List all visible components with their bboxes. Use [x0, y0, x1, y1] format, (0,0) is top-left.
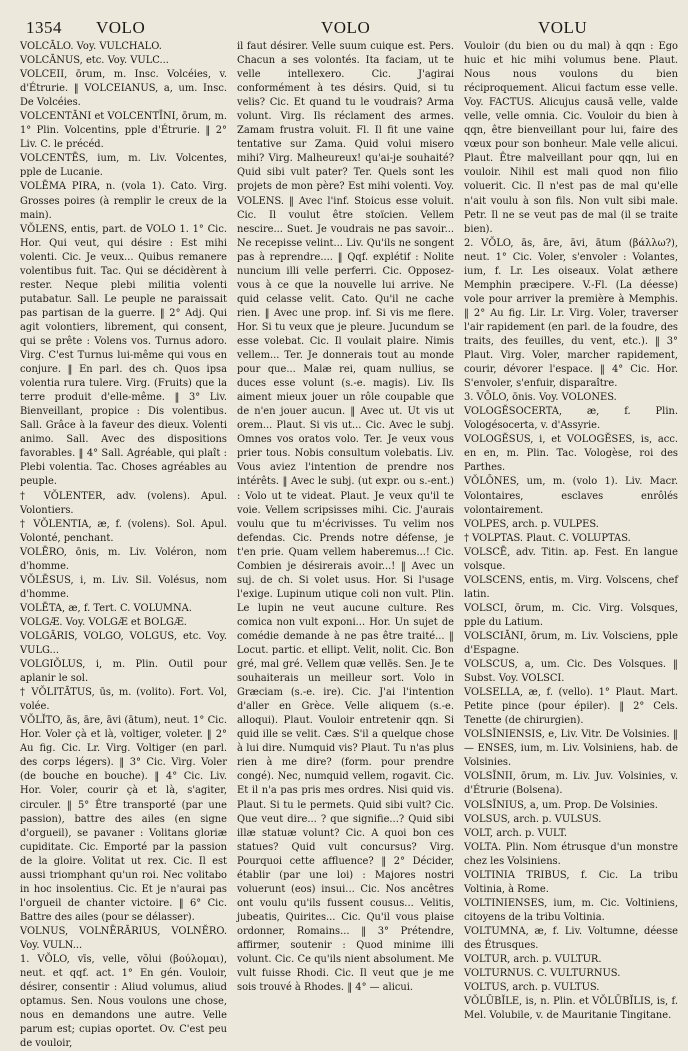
dictionary-entry: VOLTA. Plin. Nom étrusque d'un monstre chez les Volsiniens. [464, 841, 678, 867]
dictionary-entry: † VŎLITĀTUS, ūs, m. (volito). Fort. Vol, volée. [20, 687, 227, 713]
dictionary-entry: VŎLŪBĬLE, is, n. Plin. et VŎLŪBĬLIS, is, f. Mel. Volubile, v. de Mauritanie Tingitane. [464, 996, 678, 1022]
column-left [20, 40, 227, 1051]
left-guide-word: VOLO [96, 18, 146, 37]
dictionary-entry: VOLĒRO, ōnis, m. Liv. Voléron, nom d'homme. [20, 546, 227, 572]
dictionary-entry: VOLT, arch. p. VULT. [464, 827, 568, 839]
column-middle [237, 40, 454, 1051]
dictionary-entry: VOLTUMNA, æ, f. Liv. Voltumne, déesse des Étrusques. [464, 925, 678, 951]
dictionary-entry: VOLSCENS, entis, m. Virg. Volscens, chef latin. [464, 574, 678, 600]
dictionary-entry: VOLTUS, arch. p. VULTUS. [464, 982, 600, 994]
dictionary-entry: VŎLĒSUS, i, m. Liv. Sil. Volésus, nom d'homme. [20, 574, 227, 600]
dictionary-entry: VOLSCUS, a, um. Cic. Des Volsques. ‖ Subst. Voy. VOLSCI. [464, 659, 678, 685]
dictionary-entry: VOLSCIĀNI, ōrum, m. Liv. Volsciens, pple d'Espagne. [464, 630, 678, 657]
dictionary-entry: VOLCEII, ōrum, m. Insc. Volcéies, v. d'Étrurie. ‖ VOLCEIANUS, a, um. Insc. De Volcéies. [20, 69, 227, 109]
dictionary-entry: il faut désirer. Velle suum cuique est. Pers. Chacun a ses volontés. Ita faciam, ut te velle intellexero. Cic. J'agirai conformément à tes désirs. Quid, si tu velis? Cic. Et quand tu le voudrais? Arma volunt. Virg. Ils réclament des armes. Zamam frustra voluit. Fl. Il fit une vaine tentative sur Zama. Quid volui misero mihi? Virg. Malheureux! qu'ai-je souhaité? Quid sibi vult pater? Ter. Quels sont les projets de mon père? Est mihi volenti. Voy. VOLENS. ‖ Avec l'inf. Stoicus esse voluit. Cic. Il voulut être stoïcien. Vellem nescire... Suet. Je voudrais ne pas savoir... Ne recepisse velint... Liv. Qu'ils ne songent pas à reprendre.... ‖ Qqf. explétif : Nolite nuncium illi velle perferri. Cic. Opposez-vous à ce que la nouvelle lui arrive. Ne quid celasse velit. Cato. Qu'il ne cache rien. ‖ Avec une prop. inf. Si vis me flere. Hor. Si tu veux que je pleure. Jucundum se esse volebat. Cic. Il voulait plaire. Nimis vellem... Ter. Je donnerais tout au monde pour que... Malæ rei, quam nullius, se duces esse volunt (s.-e. magis). Liv. Ils aiment mieux jouer un rôle coupable que de n'en jouer aucun. ‖ Avec ut. Ut vis ut orem... Plaut. Si vis ut... Cic. Avec le subj. Omnes vos oratos volo. Ter. Je veux vous prier tous. Nobis consultum volebatis. Liv. Vous aviez l'intention de prendre nos intérêts. ‖ Avec le subj. (ut expr. ou s.-ent.) : Volo ut te videat. Plaut. Je veux qu'il te voie. Vellem scripsisses mihi. Cic. J'aurais voulu que tu m'écrivisses. Tu velim nos defendas. Cic. Prends notre défense, je t'en prie. Quam vellem haberemus...! Cic. Combien je désirerais avoir...! ‖ Avec un suj. de ch. Si volet usus. Hor. Si l'usage l'exige. Lupinum utique coli non vult. Plin. Le lupin ne veut aucune culture. Res comica non vult exponi... Hor. Un sujet de comédie demande à ne pas être traité... ‖ Locut. partic. et ellipt. Velit, nolit. Cic. Bon gré, mal gré. Vellem quæ vellēs. Sen. Je te souhaiterais un meilleur sort. Volo in Græciam (s.-e. ire). Cic. J'ai l'intention d'aller en Grèce. Velle aliquem (s.-e. alloqui). Plaut. Vouloir entretenir qqn. Si quid ille se velit. Cæs. S'il a quelque chose à lui dire. Numquid vis? Plaut. Tu n'as plus rien à me dire? (form. pour prendre congé). Nec, numquid vellem, rogavit. Cic. Et il n'a pas pris mes ordres. Nisi quid vis. Plaut. Si tu le permets. Quid sibi vult? Cic. Que veut dire... ? que signifie...? Quid sibi illæ statuæ volunt? Cic. A quoi bon ces statues? Quid vult concursus? Virg. Pourquoi cette affluence? ‖ 2° Décider, établir (par une loi) : Majores nostri voluerunt (eos) insui... Cic. Nos ancêtres ont voulu qu'ils fussent cousus... Velitis, jubeatis, Quirites... Cic. Qu'il vous plaise ordonner, Romains... ‖ 3° Prétendre, affirmer, soutenir : Quod minime illi volunt. Cic. Ce qu'ils nient absolument. Me vult fuisse Rhodi. Cic. Il veut que je me sois trouvé à Rhodes. ‖ 4° — alicui. [237, 41, 454, 994]
dictionary-entry: VOLCĀNUS, etc. Voy. VULC... [20, 55, 169, 67]
dictionary-entry: VOLPES, arch. p. VULPES. [464, 518, 599, 530]
dictionary-entry: VOLĒMA PIRA, n. (vola 1). Cato. Virg. Grosses poires (à remplir le creux de la main). [20, 181, 227, 221]
dictionary-entry: VOLTINIA TRIBUS, f. Cic. La tribu Voltinia, à Rome. [464, 869, 678, 895]
dictionary-entry: Vouloir (du bien ou du mal) à qqn : Ego huic et hic mihi volumus bene. Plaut. Nous nous voulons du bien réciproquement. Alicui factum esse velle. Voy. FACTUS. Alicujus causā velle, valde velle, velle omnia. Cic. Vouloir du bien à qqn, être bienveillant pour lui, faire des vœux pour son bonheur. Male velle alicui. Plaut. Être malveillant pour qqn, lui en vouloir. Nihil est mali quod non filio voluerit. Cic. Il n'est pas de mal qu'elle n'ait voulu à son fils. Non vult sibi male. Petr. Il ne se veut pas de mal (il se traite bien). [464, 41, 678, 235]
dictionary-entry: VOLCĀLO. Voy. VULCHALO. [20, 41, 162, 52]
dictionary-entry: VOLCENTĀNI et VOLCENTĪNI, ōrum, m. 1° Plin. Volcentins, pple d'Étrurie. ‖ 2° Liv. C. le précéd. [20, 111, 227, 151]
dictionary-entry: VOLSĬNIUS, a, um. Prop. De Volsinies. [464, 799, 658, 811]
dictionary-entry: VOLSCI, ōrum, m. Cic. Virg. Volsques, pple du Latium. [464, 602, 678, 628]
dictionary-entry: † VŎLENTIA, æ, f. (volens). Sol. Apul. Volonté, penchant. [20, 518, 227, 544]
dictionary-entry: VOLGIŎLUS, i, m. Plin. Outil pour aplanir le sol. [20, 659, 227, 685]
dictionary-entry: 2. VŎLO, ās, āre, āvi, ātum (βάλλω?), neut. 1° Cic. Voler, s'envoler : Volantes, ium, f. Lr. Les oiseaux. Volat æthere Memphin præcipere. V.-Fl. (La déesse) vole pour arriver la première à Memphis. ‖ 2° Au fig. Lir. Lr. Virg. Voler, traverser l'air rapidement (en parl. de la foudre, des traits, des feuilles, du vent, etc.). ‖ 3° Plaut. Virg. Voler, marcher rapidement, courir, dévorer l'espace. ‖ 4° Cic. Hor. S'envoler, s'enfuir, disparaître. [464, 237, 678, 390]
page-number: 1354 [26, 18, 62, 37]
dictionary-entry: VOLTURNUS. C. VULTURNUS. [464, 968, 621, 980]
dictionary-entry: VOLGÆ. Voy. VOLGÆ et BOLGÆ. [20, 616, 187, 628]
dictionary-entry: VOLSCĒ, adv. Titin. ap. Fest. En langue volsque. [464, 546, 678, 572]
dictionary-entry: VOLOGĔSOCERTA, æ, f. Plin. Vologésocerta, v. d'Assyrie. [464, 406, 678, 432]
dictionary-entry: VOLTINIENSES, ium, m. Cic. Voltiniens, citoyens de la tribu Voltinia. [464, 897, 678, 923]
center-guide-word: VOLO [321, 18, 371, 37]
dictionary-entry: 3. VŌLO, ōnis. Voy. VOLONES. [464, 392, 617, 404]
running-header [20, 4, 678, 37]
dictionary-entry: VOLĒTA, æ, f. Tert. C. VOLUMNA. [20, 602, 192, 614]
dictionary-entry: VOLSĬNIENSIS, e, Liv. Vitr. De Volsinies. ‖ — ENSES, ium, m. Liv. Volsiniens, hab. de Volsinies. [464, 729, 678, 769]
dictionary-entry: VOLCENTĒS, ium, m. Liv. Volcentes, pple de Lucanie. [20, 153, 227, 179]
dictionary-entry: † VOLPTAS. Plaut. C. VOLUPTAS. [464, 532, 631, 544]
dictionary-entry: VOLTUR, arch. p. VULTUR. [464, 954, 602, 966]
text-columns [20, 40, 680, 1050]
dictionary-entry: VOLSĬNII, ōrum, m. Liv. Juv. Volsinies, v. d'Étrurie (Bolsena). [464, 771, 678, 797]
dictionary-entry: VOLNUS, VOLNĒRĀRIUS, VOLNĔRO. Voy. VULN... [20, 925, 227, 951]
dictionary-entry: VOLOGĔSUS, i, et VOLOGĔSES, is, acc. en en, m. Plin. Tac. Vologèse, roi des Parthes. [464, 434, 678, 474]
dictionary-entry: VOLSELLA, æ, f. (vello). 1° Plaut. Mart. Petite pince (pour épiler). ‖ 2° Cels. Tenette (de chirurgien). [464, 687, 678, 727]
dictionary-entry: VŎLŌNES, um, m. (volo 1). Liv. Macr. Volontaires, esclaves enrôlés volontairement. [464, 476, 678, 516]
dictionary-entry: 1. VŎLO, vīs, velle, vŏlui (βούλομαι), neut. et qqf. act. 1° En gén. Vouloir, désirer, consentir : Aliud volumus, aliud optamus. Sen. Nous voulons une chose, nous en demandons une autre. Velle parum est; cupias oportet. Ov. C'est peu de vouloir, [20, 954, 227, 1050]
dictionary-entry: VOLGĀRIS, VOLGO, VOLGUS, etc. Voy. VULG... [20, 630, 227, 657]
dictionary-entry: VŎLĬTO, ās, āre, āvi (ātum), neut. 1° Cic. Hor. Voler çà et là, voltiger, voleter. ‖ 2° Au fig. Cic. Lr. Virg. Voltiger (en parl. des corps légers). ‖ 3° Cic. Virg. Voler (de bouche en bouche). ‖ 4° Cic. Liv. Hor. Voler, courir çà et là, s'agiter, circuler. ‖ 5° Être transporté (par une passion), battre des ailes (en signe d'orgueil), se pavaner : Volitans gloriæ cupiditate. Cic. Emporté par la passion de la gloire. Volitat ut rex. Cic. Il est aussi triomphant qu'un roi. Nec volitabo in hoc insolentius. Cic. Et je n'aurai pas l'orgueil de chanter victoire. ‖ 6° Cic. Battre des ailes (pour se délasser). [20, 715, 227, 923]
column-right [464, 40, 678, 1051]
dictionary-entry: † VŎLENTER, adv. (volens). Apul. Volontiers. [20, 490, 227, 516]
dictionary-entry: VOLSUS, arch. p. VULSUS. [464, 813, 602, 825]
right-guide-word: VOLU [538, 18, 588, 37]
dictionary-entry: VŎLENS, entis, part. de VOLO 1. 1° Cic. Hor. Qui veut, qui désire : Est mihi volenti. Cic. Je veux... Quibus remanere volentibus fuit. Tac. Qui se décidèrent à rester. Neque plebi militia volenti putabatur. Sall. Le peuple ne paraissait pas partisan de la guerre. ‖ 2° Adj. Qui agit volontiers, librement, qui consent, qui se prête : Volens vos. Turnus adoro. Virg. C'est Turnus lui-même qui vous en conjure. ‖ En parl. des ch. Quos ipsa volentia rura tulere. Virg. (Fruits) que la terre produit d'elle-même. ‖ 3° Liv. Bienveillant, propice : Dis volentibus. Sall. Grâce à la faveur des dieux. Volenti animo. Sall. Avec des dispositions favorables. ‖ 4° Sall. Agréable, qui plaît : Plebi volentia. Tac. Choses agréables au peuple. [20, 223, 227, 488]
